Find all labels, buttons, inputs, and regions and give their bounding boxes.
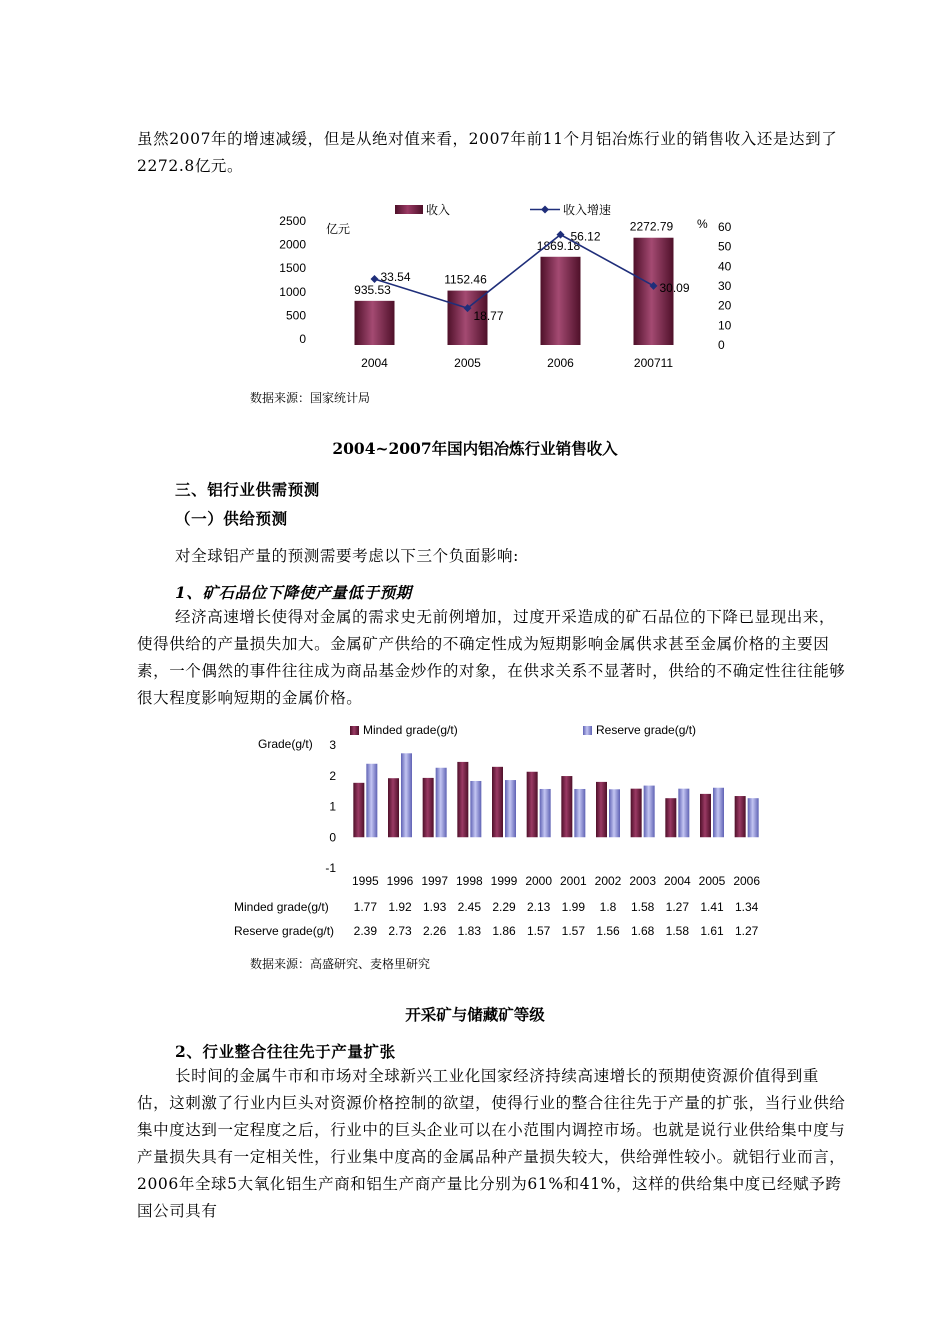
row-reserve-value: 1.86 (492, 924, 516, 938)
table-row-label: Minded grade(g/t) (234, 900, 329, 914)
row-reserve-value: 1.58 (665, 924, 690, 938)
reserve-grade-bar (678, 789, 689, 838)
x-tick-label: 2004 (361, 356, 388, 370)
minded-grade-bar (388, 778, 399, 837)
revenue-bar-label: 1869.18 (536, 238, 581, 253)
x-tick-label: 1998 (455, 874, 483, 888)
left-tick-label: 2500 (279, 214, 306, 228)
row-minded-value: 2.13 (526, 900, 551, 914)
grade-bars (353, 753, 758, 837)
legend-swatch-minded (350, 726, 359, 735)
growth-point-label: 30.09 (659, 280, 690, 295)
y-tick-label: 2 (329, 768, 336, 783)
row-minded-value: 1.8 (599, 900, 617, 914)
grade-chart (230, 718, 790, 946)
reserve-grade-bar (470, 781, 481, 837)
row-reserve-value: 1.61 (700, 924, 724, 938)
row-reserve-value: 2.73 (388, 924, 412, 938)
table-row-label: Reserve grade(g/t) (234, 924, 335, 938)
legend-label-growth: 收入增速 (563, 203, 612, 217)
minded-grade-bar (561, 776, 572, 837)
reserve-grade-bar (540, 789, 551, 837)
chart2-caption: 开采矿与储藏矿等级 (405, 1005, 545, 1024)
minded-grade-bar (665, 798, 676, 837)
legend-marker-growth (541, 206, 549, 214)
reserve-grade-bar (505, 780, 516, 837)
point2-heading: 2、行业整合往往先于产量扩张 (175, 1042, 396, 1061)
reserve-grade-bar (644, 786, 655, 838)
left-tick-label: 1000 (279, 284, 306, 299)
row-minded-value: 2.29 (492, 900, 516, 914)
right-axis-unit: % (697, 217, 708, 231)
revenue-bar (541, 257, 581, 345)
revenue-bar (355, 301, 395, 345)
minded-grade-bar (457, 762, 468, 837)
y-axis-ticks (325, 738, 336, 875)
legend-label-revenue: 收入 (426, 203, 451, 217)
left-tick-label: 1500 (279, 261, 306, 276)
growth-marker (371, 275, 379, 283)
growth-point-label: 56.12 (570, 229, 601, 244)
x-tick-label: 2005 (698, 874, 726, 888)
x-tick-label: 2005 (454, 356, 481, 370)
left-tick-label: 2000 (279, 237, 306, 252)
data-table (234, 900, 759, 938)
reserve-grade-bar (713, 788, 724, 838)
point1-paragraph: 经济高速增长使得对金属的需求史无前例增加，过度开采造成的矿石品位的下降已显现出来，使得供给的产量损失加大。金属矿产供给的不确定性成为短期影响金属供求甚至金属价格的主要因素，一个偶然的事件往往成为商品基金炒作的对象，在供求关系不显著时，供给的不确定性往往能够很大程度影响短期的金属价格。 (137, 608, 846, 707)
row-reserve-value: 1.57 (561, 924, 586, 938)
minded-grade-bar (631, 789, 642, 838)
y-tick-label: 3 (329, 738, 336, 752)
left-tick-label: 500 (285, 308, 306, 323)
point1-heading: 1、矿石品位下降使产量低于预期 (175, 583, 412, 602)
right-tick-label: 30 (718, 279, 732, 293)
chart1-caption: 2004~2007年国内铝冶炼行业销售收入 (332, 439, 618, 458)
minded-grade-bar (492, 767, 503, 837)
minded-grade-bar (527, 772, 538, 837)
row-reserve-value: 1.27 (734, 924, 759, 938)
y-tick-label: 1 (329, 799, 336, 814)
subsection-heading: （一）供给预测 (175, 509, 288, 528)
x-tick-label: 1997 (421, 874, 449, 888)
right-tick-label: 0 (718, 338, 725, 352)
x-tick-label: 2006 (733, 874, 761, 888)
row-minded-value: 1.41 (700, 900, 724, 914)
supply-intro: 对全球铝产量的预测需要考虑以下三个负面影响: (175, 547, 519, 565)
revenue-bar-label: 935.53 (354, 282, 391, 297)
x-tick-label: 2001 (559, 874, 587, 888)
y-tick-label: 0 (329, 830, 336, 845)
right-tick-label: 50 (718, 239, 732, 254)
reserve-grade-bar (366, 764, 377, 837)
x-axis-ticks (352, 874, 760, 888)
row-reserve-value: 1.57 (526, 924, 551, 938)
legend-label-minded: Minded grade(g/t) (363, 723, 458, 737)
growth-point-label: 18.77 (473, 309, 504, 324)
row-reserve-value: 1.83 (457, 924, 482, 938)
y-axis-label: Grade(g/t) (258, 737, 313, 751)
chart2-legend (350, 723, 696, 737)
row-minded-value: 1.34 (734, 900, 759, 914)
x-tick-label: 2004 (663, 874, 691, 888)
revenue-bar-label: 2272.79 (629, 219, 674, 234)
row-minded-value: 1.92 (388, 900, 412, 914)
y-tick-label: -1 (325, 861, 336, 875)
chart2-source: 数据来源：高盛研究、麦格里研究 (250, 957, 431, 971)
x-tick-label: 200711 (633, 356, 674, 370)
left-axis-unit: 亿元 (326, 222, 351, 236)
reserve-grade-bar (401, 753, 412, 837)
row-reserve-value: 1.56 (596, 924, 620, 938)
right-tick-label: 10 (718, 318, 732, 333)
reserve-grade-bar (609, 789, 620, 837)
legend-swatch-revenue (395, 205, 423, 214)
point2-paragraph: 长时间的金属牛市和市场对全球新兴工业化国家经济持续高速增长的预期使资源价值得到重估，这刺激了行业内巨头对资源价格控制的欲望，使得行业的整合往往先于产量的扩张，当行业供给集中度达到一定程度之后，行业中的巨头企业可以在小范围内调控市场。也就是说行业供给集中度与产量损失具有一定相关性，行业集中度高的金属品种产量损失较大，供给弹性较小。就铝行业而言，2006年全球5大氧化铝生产商和铝生产商产量比分别为61%和41%，这样的供给集中度已经赋予跨国公司具有 (137, 1067, 846, 1220)
minded-grade-bar (423, 778, 434, 837)
legend-swatch-reserve (583, 726, 592, 735)
row-minded-value: 1.58 (630, 900, 655, 914)
right-axis-ticks (718, 220, 732, 352)
minded-grade-bar (353, 783, 364, 837)
growth-polyline (375, 235, 654, 308)
revenue-bar-label: 1152.46 (444, 272, 487, 287)
minded-grade-bar (735, 796, 746, 837)
row-minded-value: 1.93 (422, 900, 447, 914)
x-tick-label: 2003 (629, 874, 657, 888)
row-reserve-value: 2.26 (422, 924, 447, 938)
reserve-grade-bar (436, 768, 447, 837)
x-tick-label: 1996 (386, 874, 414, 888)
left-tick-label: 0 (299, 332, 306, 346)
row-minded-value: 2.45 (457, 900, 482, 914)
reserve-grade-bar (748, 798, 759, 837)
row-minded-value: 1.77 (353, 900, 378, 914)
right-tick-label: 20 (718, 298, 732, 313)
section-heading: 三、铝行业供需预测 (175, 480, 320, 499)
x-tick-label: 2000 (525, 874, 553, 888)
x-axis-ticks (361, 356, 673, 370)
chart1-source: 数据来源：国家统计局 (250, 391, 371, 405)
row-minded-value: 1.99 (561, 900, 586, 914)
row-reserve-value: 2.39 (353, 924, 378, 938)
reserve-grade-bar (574, 789, 585, 837)
x-tick-label: 1999 (490, 874, 518, 888)
chart1-legend (395, 202, 611, 217)
intro-paragraph: 虽然2007年的增速减缓，但是从绝对值来看，2007年前11个月铝冶炼行业的销售收入还是达到了2272.8亿元。 (137, 130, 838, 175)
row-minded-value: 1.27 (665, 900, 690, 914)
revenue-chart (260, 195, 750, 380)
growth-point-label: 33.54 (380, 270, 411, 285)
legend-label-reserve: Reserve grade(g/t) (596, 723, 697, 737)
right-tick-label: 40 (718, 259, 732, 274)
minded-grade-bar (596, 782, 607, 837)
x-tick-label: 1995 (351, 874, 379, 888)
left-axis-ticks (279, 214, 306, 346)
row-reserve-value: 1.68 (630, 924, 655, 938)
x-tick-label: 2006 (547, 356, 574, 370)
x-tick-label: 2002 (594, 874, 622, 888)
minded-grade-bar (700, 794, 711, 837)
right-tick-label: 60 (718, 220, 732, 234)
